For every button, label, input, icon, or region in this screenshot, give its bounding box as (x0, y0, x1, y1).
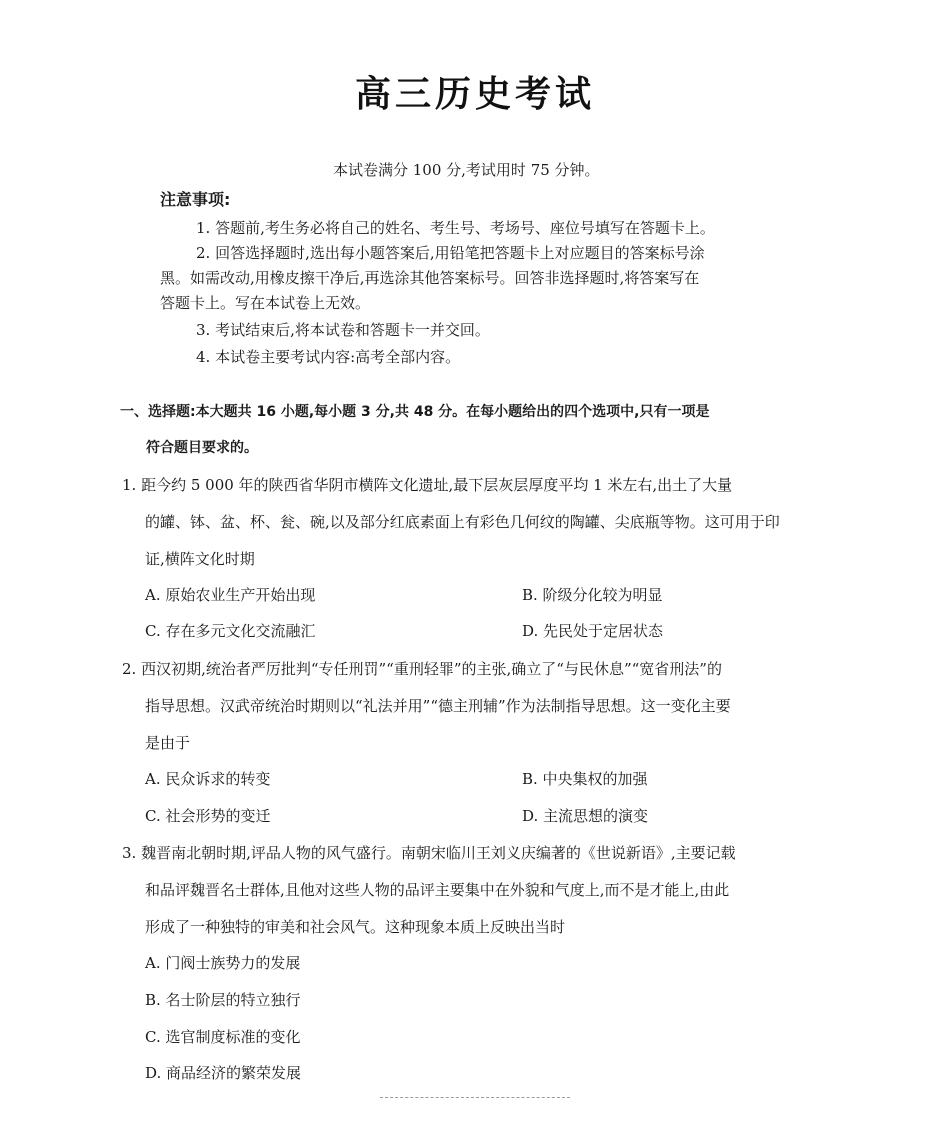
section-heading: 一、选择题:本大题共 16 小题,每小题 3 分,共 48 分。在每小题给出的四个选项中,只有一项是 (120, 404, 710, 420)
exam-title: 高三历史考试 (354, 74, 595, 115)
question-1-option-a: A. 原始农业生产开始出现 (145, 586, 316, 604)
question-2-line: 是由于 (145, 734, 191, 752)
question-1-option-c: C. 存在多元文化交流融汇 (145, 622, 316, 640)
question-1-option-d: D. 先民处于定居状态 (522, 622, 664, 640)
question-2-line: 2. 西汉初期,统治者严厉批判“专任刑罚”“重刑轻罪”的主张,确立了“与民休息”“宽省刑法”的 (122, 660, 722, 678)
question-1-line: 1. 距今约 5 000 年的陕西省华阴市横阵文化遗址,最下层灰层厚度平均 1 米左右,出土了大量 (122, 476, 733, 494)
question-3-option-b: B. 名士阶层的特立独行 (145, 991, 301, 1009)
question-2-option-d: D. 主流思想的演变 (522, 807, 649, 825)
question-2-option-a: A. 民众诉求的转变 (145, 770, 271, 788)
question-3-option-a: A. 门阀士族势力的发展 (145, 954, 301, 972)
section-heading-cont: 符合题目要求的。 (146, 440, 258, 456)
question-3-line: 3. 魏晋南北朝时期,评品人物的风气盛行。南朝宋临川王刘义庆编著的《世说新语》,主要记载 (122, 844, 736, 862)
question-3-option-c: C. 选官制度标准的变化 (145, 1028, 301, 1046)
question-1-line: 证,横阵文化时期 (145, 550, 255, 568)
question-2-line: 指导思想。汉武帝统治时期则以“礼法并用”“德主刑辅”作为法制指导思想。这一变化主要 (145, 697, 731, 715)
question-2-option-c: C. 社会形势的变迁 (145, 807, 271, 825)
question-1-line: 的罐、钵、盆、杯、瓮、碗,以及部分红底素面上有彩色几何纹的陶罐、尖底瓶等物。这可用于印 (145, 513, 780, 531)
question-3-line: 形成了一种独特的审美和社会风气。这种现象本质上反映出当时 (145, 918, 566, 936)
notes-item-4: 4. 本试卷主要考试内容:高考全部内容。 (196, 348, 461, 366)
notes-heading: 注意事项: (160, 190, 231, 209)
question-3-line: 和品评魏晋名士群体,且他对这些人物的品评主要集中在外貌和气度上,而不是才能上,由此 (145, 881, 730, 899)
page-footer-divider (380, 1097, 570, 1098)
notes-item-2-cont: 答题卡上。写在本试卷上无效。 (160, 294, 371, 312)
exam-info: 本试卷满分 100 分,考试用时 75 分钟。 (333, 161, 600, 179)
notes-item-3: 3. 考试结束后,将本试卷和答题卡一并交回。 (196, 321, 490, 339)
question-1-option-b: B. 阶级分化较为明显 (522, 586, 663, 604)
question-3-option-d: D. 商品经济的繁荣发展 (145, 1064, 302, 1082)
notes-item-1: 1. 答题前,考生务必将自己的姓名、考生号、考场号、座位号填写在答题卡上。 (196, 219, 715, 237)
question-2-option-b: B. 中央集权的加强 (522, 770, 648, 788)
notes-item-2-cont: 黑。如需改动,用橡皮擦干净后,再选涂其他答案标号。回答非选择题时,将答案写在 (160, 269, 700, 287)
notes-item-2: 2. 回答选择题时,选出每小题答案后,用铅笔把答题卡上对应题目的答案标号涂 (196, 244, 705, 262)
